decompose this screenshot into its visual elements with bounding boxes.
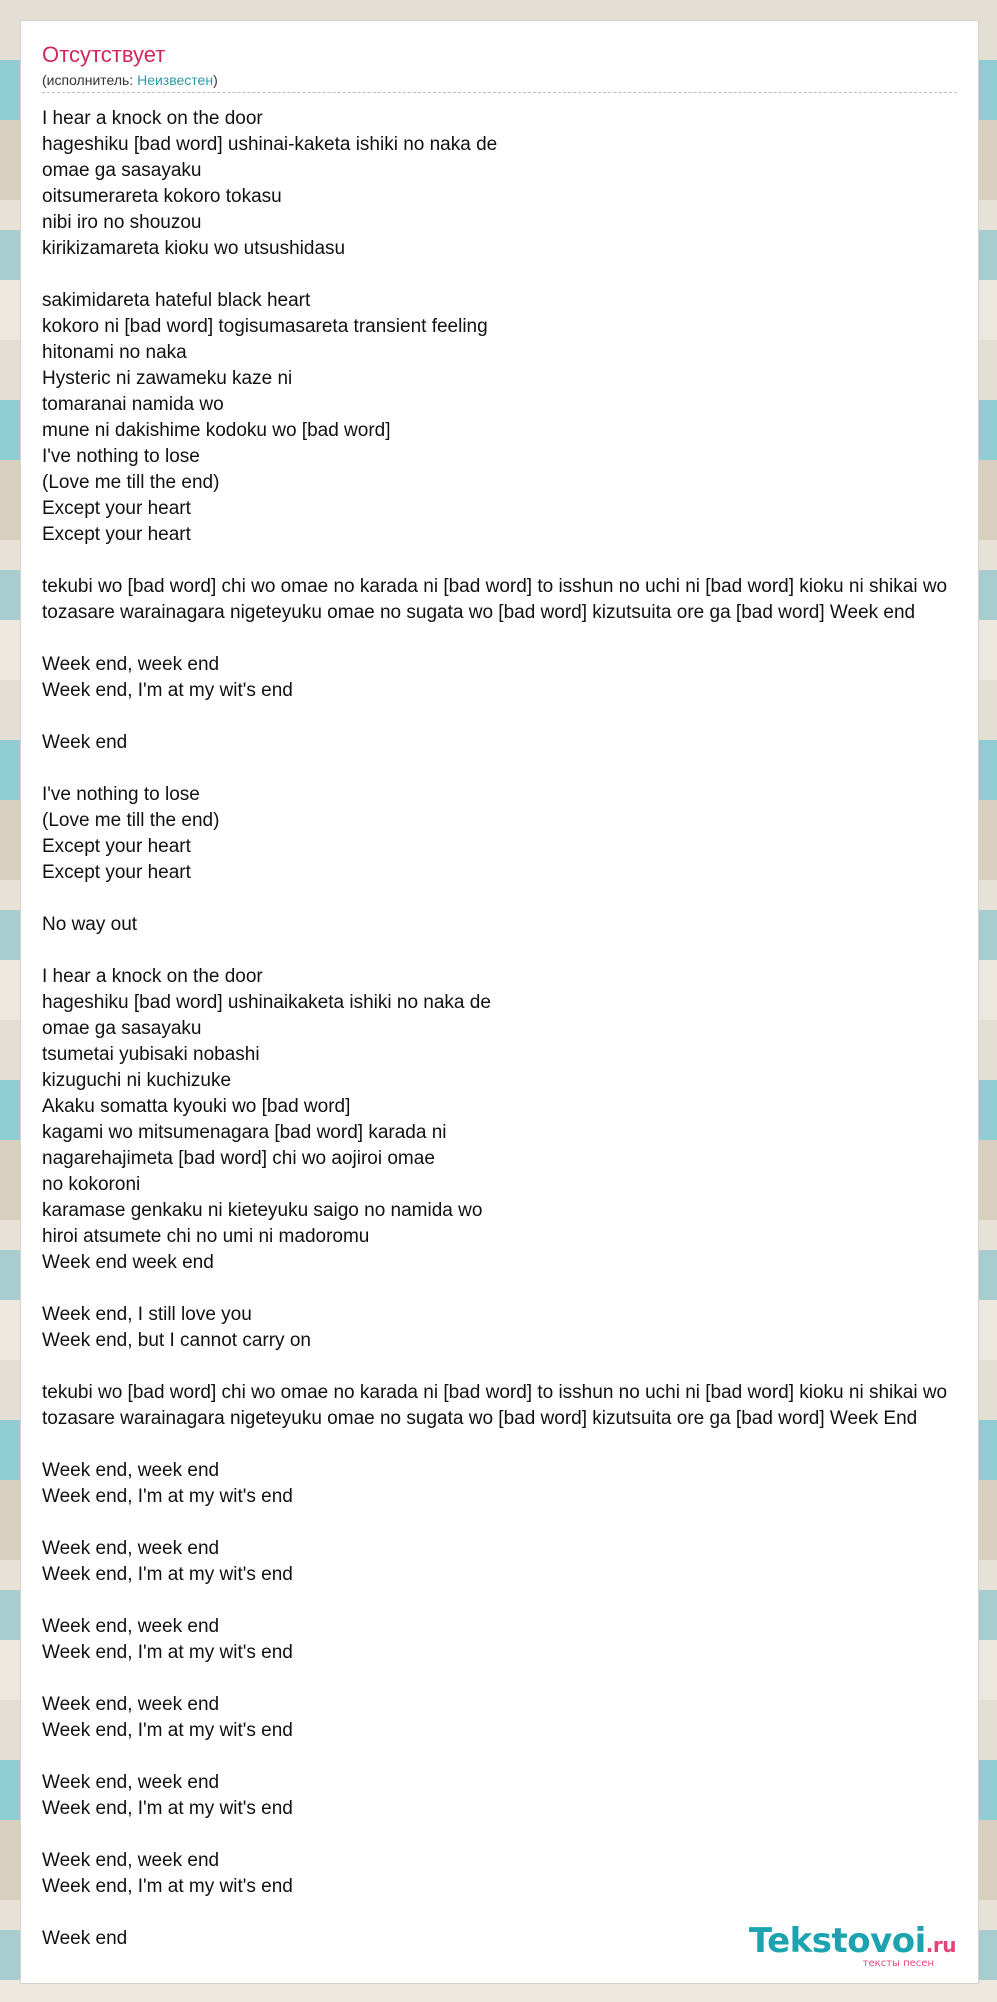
lyric-line: (Love me till the end) (42, 810, 220, 831)
lyric-line: sakimidareta hateful black heart (42, 290, 311, 311)
song-header (42, 41, 957, 89)
lyric-line: omae ga sasayaku (42, 160, 202, 181)
logo-tld: .ru (925, 1933, 956, 1957)
lyric-line: no kokoroni (42, 1174, 141, 1195)
song-title: Отсутствует (42, 42, 166, 67)
logo-wordmark (749, 1923, 956, 1963)
lyric-line: I've nothing to lose (42, 446, 200, 467)
lyric-blank-line (42, 1822, 979, 1848)
lyric-line: kagami wo mitsumenagara [bad word] karada ni (42, 1122, 447, 1143)
artist-prefix: (исполнитель: (42, 72, 138, 88)
lyric-line: hiroi atsumete chi no umi ni madoromu (42, 1226, 370, 1247)
lyric-line: I hear a knock on the door (42, 108, 263, 129)
lyric-line: Except your heart (42, 524, 191, 545)
lyric-blank-line (42, 626, 979, 652)
lyric-line: nibi iro no shouzou (42, 212, 202, 233)
lyric-line: tomaranai namida wo (42, 394, 224, 415)
lyric-line: tekubi wo [bad word] chi wo omae no karada ni [bad word] to isshun no uchi ni [bad word] kioku ni shikai wo (42, 576, 948, 597)
lyric-line: tsumetai yubisaki nobashi (42, 1044, 260, 1065)
lyric-line: Week end week end (42, 1252, 214, 1273)
lyric-line: hitonami no naka (42, 342, 187, 363)
lyric-line: Week end, week end (42, 1694, 220, 1715)
lyric-line: Week end, week end (42, 654, 220, 675)
artist-link[interactable]: Неизвестен (137, 72, 214, 88)
lyric-blank-line (42, 1276, 979, 1302)
lyric-line: Week end, week end (42, 1460, 220, 1481)
lyric-line: Week end, I'm at my wit's end (42, 1720, 293, 1741)
lyric-line: Week end (42, 1928, 128, 1949)
lyric-line: Except your heart (42, 498, 191, 519)
lyric-line: Week end, I'm at my wit's end (42, 1876, 293, 1897)
lyric-blank-line (42, 1354, 979, 1380)
lyric-line: hageshiku [bad word] ushinai-kaketa ishiki no naka de (42, 134, 498, 155)
lyric-blank-line (42, 1666, 979, 1692)
lyric-line: Week end, week end (42, 1616, 220, 1637)
lyric-blank-line (42, 704, 979, 730)
lyric-line: Akaku somatta kyouki wo [bad word] (42, 1096, 351, 1117)
header-divider (42, 92, 957, 93)
site-logo[interactable] (749, 1923, 956, 1969)
lyric-line: Except your heart (42, 836, 191, 857)
lyric-blank-line (42, 886, 979, 912)
artist-line (42, 71, 957, 89)
lyric-line: tozasare warainagara nigeteyuku omae no sugata wo [bad word] kizutsuita ore ga [bad word] Week End (42, 1408, 918, 1429)
lyric-line: Except your heart (42, 862, 191, 883)
lyric-line: Week end, I'm at my wit's end (42, 1798, 293, 1819)
lyric-line: kirikizamareta kioku wo utsushidasu (42, 238, 346, 259)
lyrics-card (20, 20, 979, 1984)
lyric-blank-line (42, 1744, 979, 1770)
lyric-line: hageshiku [bad word] ushinaikaketa ishiki no naka de (42, 992, 491, 1013)
lyric-line: (Love me till the end) (42, 472, 220, 493)
lyric-blank-line (42, 938, 979, 964)
lyric-line: Week end, I'm at my wit's end (42, 1564, 293, 1585)
lyric-blank-line (42, 262, 979, 288)
lyric-line: kizuguchi ni kuchizuke (42, 1070, 232, 1091)
lyric-line: Week end, week end (42, 1850, 220, 1871)
lyric-line: Week end, I still love you (42, 1304, 252, 1325)
lyric-blank-line (42, 1588, 979, 1614)
lyrics-text (42, 106, 979, 1952)
lyric-line: kokoro ni [bad word] togisumasareta transient feeling (42, 316, 488, 337)
lyric-line: No way out (42, 914, 138, 935)
logo-name: Tekstovoi (748, 1921, 926, 1961)
lyric-line: tozasare warainagara nigeteyuku omae no sugata wo [bad word] kizutsuita ore ga [bad word] Week end (42, 602, 916, 623)
lyric-line: mune ni dakishime kodoku wo [bad word] (42, 420, 391, 441)
lyric-line: Hysteric ni zawameku kaze ni (42, 368, 293, 389)
lyric-line: Week end, but I cannot carry on (42, 1330, 311, 1351)
lyric-line: karamase genkaku ni kieteyuku saigo no namida wo (42, 1200, 483, 1221)
lyric-blank-line (42, 1432, 979, 1458)
lyric-line: oitsumerareta kokoro tokasu (42, 186, 282, 207)
lyric-line: Week end, week end (42, 1772, 220, 1793)
lyric-line: Week end, I'm at my wit's end (42, 680, 293, 701)
lyric-line: I've nothing to lose (42, 784, 200, 805)
lyric-line: I hear a knock on the door (42, 966, 263, 987)
logo-tagline: тексты песен (862, 1958, 934, 1969)
lyric-line: Week end (42, 732, 128, 753)
lyric-line: nagarehajimeta [bad word] chi wo aojiroi omae (42, 1148, 435, 1169)
lyric-line: tekubi wo [bad word] chi wo omae no karada ni [bad word] to isshun no uchi ni [bad word] kioku ni shikai wo (42, 1382, 948, 1403)
lyric-blank-line (42, 1510, 979, 1536)
lyric-blank-line (42, 756, 979, 782)
lyric-blank-line (42, 548, 979, 574)
lyric-line: Week end, I'm at my wit's end (42, 1486, 293, 1507)
artist-suffix: ) (213, 72, 218, 88)
lyric-line: Week end, week end (42, 1538, 220, 1559)
lyric-line: omae ga sasayaku (42, 1018, 202, 1039)
lyric-line: Week end, I'm at my wit's end (42, 1642, 293, 1663)
